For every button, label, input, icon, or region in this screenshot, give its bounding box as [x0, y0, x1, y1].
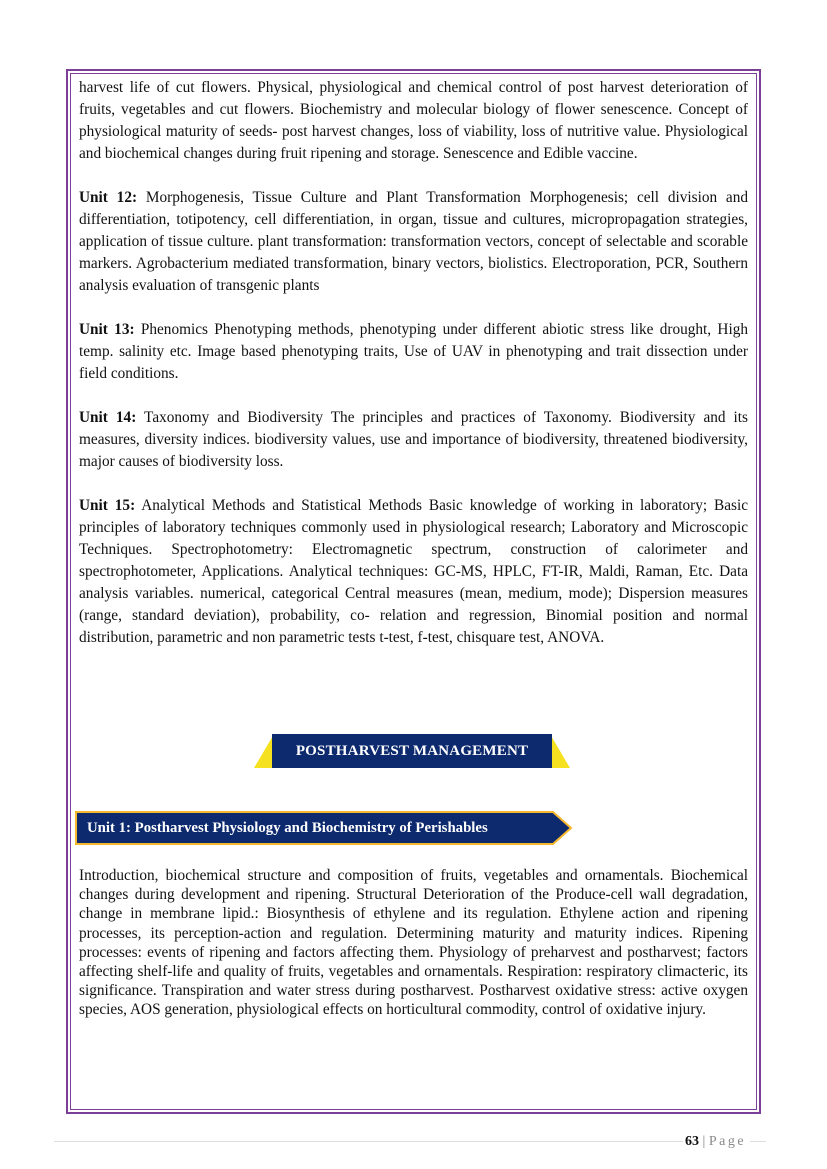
page-separator: |: [702, 1134, 706, 1149]
unit-15-label: Unit 15:: [79, 497, 136, 514]
unit-15-text: Analytical Methods and Statistical Methods Basic knowledge of working in laboratory; Basic principles of laboratory techniques commonly used in physiological research; Laboratory and Microscopic Techniques. Spectrophotometry: Electromagnetic spectrum, construction of calorimeter and spectrophotometer, Applications. Analytical techniques: GC-MS, HPLC, FT-IR, Maldi, Raman, Etc. Data analysis variables. numerical, categorical Central measures (mean, medium, mode); Dispersion measures (range, standard deviation), probability, co- relation and regression, Binomial position and normal distribution, parametric and non parametric tests t-test, f-test, chisquare test, ANOVA.: [79, 497, 748, 646]
page-number-value: 63: [685, 1134, 699, 1149]
unit-12-text: Morphogenesis, Tissue Culture and Plant Transformation Morphogenesis; cell division and differentiation, totipotency, cell differentiation, in organ, tissue and cultures, micropropagation strategies, application of tissue culture. plant transformation: transformation vectors, concept of selectable and scorable markers. Agrobacterium mediated transformation, binary vectors, biolistics. Electroporation, PCR, Southern analysis evaluation of transgenic plants: [79, 189, 748, 294]
page-number: [683, 1133, 750, 1151]
unit-12-label: Unit 12:: [79, 189, 138, 206]
unit-15-paragraph: [79, 495, 748, 649]
banner-left-triangle: [254, 734, 274, 768]
syllabus-content: [79, 77, 748, 671]
unit-14-label: Unit 14:: [79, 409, 137, 426]
unit-12-paragraph: [79, 187, 748, 297]
banner-right-triangle: [550, 734, 570, 768]
footer-divider: [54, 1141, 766, 1142]
unit-14-paragraph: [79, 407, 748, 473]
unit-13-label: Unit 13:: [79, 321, 135, 338]
unit-1-heading-banner: [75, 811, 573, 845]
section-heading: POSTHARVEST MANAGEMENT: [272, 734, 552, 768]
page-word: Page: [708, 1134, 747, 1149]
unit-1-heading: Unit 1: Postharvest Physiology and Biochemistry of Perishables: [87, 820, 488, 836]
unit-13-text: Phenomics Phenotyping methods, phenotyping under different abiotic stress like drought, High temp. salinity etc. Image based phenotyping traits, Use of UAV in phenotyping and trait dissection under field conditions.: [79, 321, 748, 382]
unit-13-paragraph: [79, 319, 748, 385]
unit-1-paragraph: Introduction, biochemical structure and composition of fruits, vegetables and ornamentals. Biochemical changes during development and ripening. Structural Deterioration of the Produce-cell wall degradation, change in membrane lipid.: Biosynthesis of ethylene and its regulation. Ethylene action and ripening processes, its perception-action and regulation. Determining maturity and maturity indices. Ripening processes: events of ripening and factors affecting them. Physiology of preharvest and postharvest; factors affecting shelf-life and quality of fruits, vegetables and ornamentals. Respiration: respiratory climacteric, its significance. Transpiration and water stress during postharvest. Postharvest oxidative stress: active oxygen species, AOS generation, physiological effects on horticultural commodity, control of oxidative injury.: [79, 867, 748, 1019]
section-heading-banner: [254, 734, 570, 768]
unit-14-text: Taxonomy and Biodiversity The principles and practices of Taxonomy. Biodiversity and its measures, diversity indices. biodiversity values, use and importance of biodiversity, threatened biodiversity, major causes of biodiversity loss.: [79, 409, 748, 470]
intro-paragraph: harvest life of cut flowers. Physical, physiological and chemical control of post harvest deterioration of fruits, vegetables and cut flowers. Biochemistry and molecular biology of flower senescence. Concept of physiological maturity of seeds- post harvest changes, loss of viability, loss of nutritive value. Physiological and biochemical changes during fruit ripening and storage. Senescence and Edible vaccine.: [79, 79, 748, 162]
